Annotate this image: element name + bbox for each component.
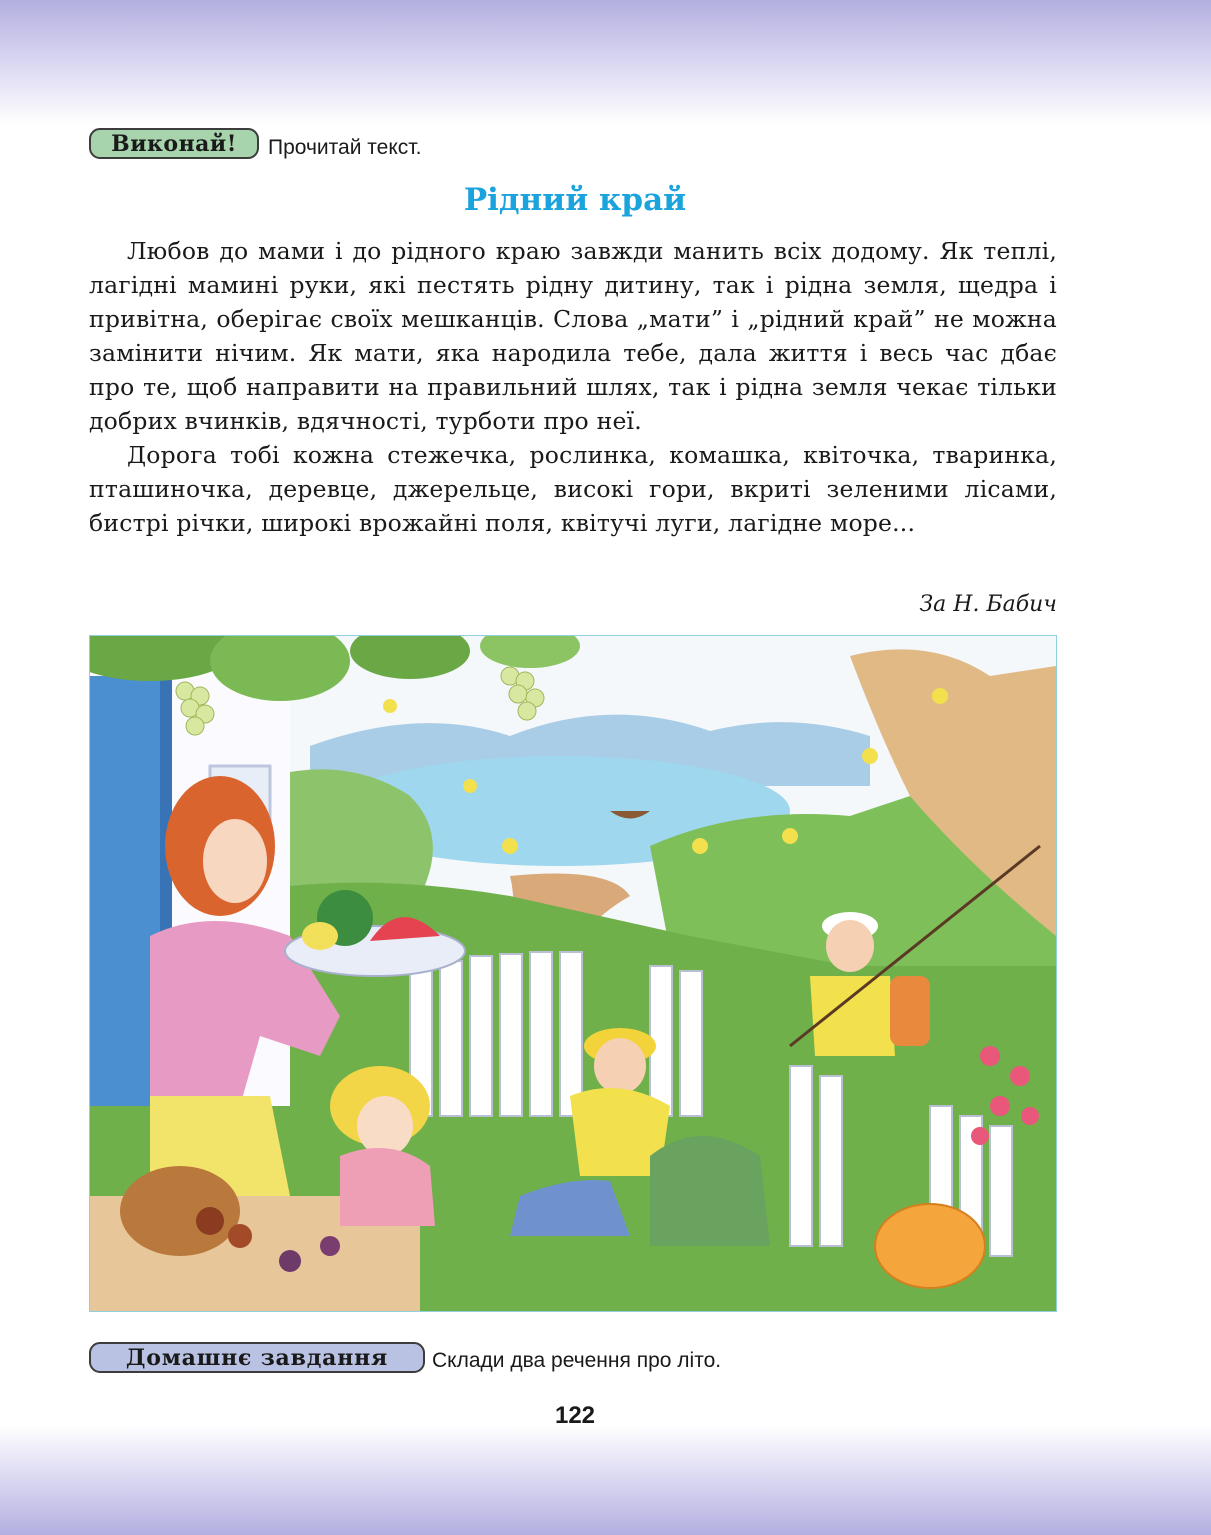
task-badge: Виконай! (89, 128, 259, 159)
page-number: 122 (554, 1402, 596, 1429)
summer-illustration (89, 635, 1057, 1312)
task-instruction: Прочитай текст. (268, 136, 422, 159)
top-decor-band (0, 0, 1211, 125)
reading-paragraph-1: Любов до мами і до рідного краю завжди манить всіх додому. Як теплі, лагідні мамині руки, які пестять рідну дитину, так і рідна земля, щедра і привітна, оберігає своїх мешканців. Слова „мати” і „рідний край” не можна замінити нічим. Як мати, яка народила тебе, дала життя і весь час дбає про те, щоб направити на правильний шлях, так і рідна земля чекає тільки добрих вчинків, вдячності, турботи про неї. (89, 237, 1057, 435)
text-author: За Н. Бабич (919, 592, 1057, 617)
homework-instruction: Склади два речення про літо. (432, 1349, 722, 1372)
reading-text (89, 234, 1057, 540)
illustration-drawing (90, 636, 1056, 1311)
reading-title: Рідний край (463, 182, 687, 218)
bottom-decor-band (0, 1425, 1211, 1535)
reading-paragraph-2: Дорога тобі кожна стежечка, рослинка, комашка, квіточка, тваринка, пташиночка, деревце, джерельце, високі гори, вкриті зеленими лісами, бистрі річки, широкі врожайні поля, квітучі луги, лагідне море... (89, 441, 1057, 537)
homework-badge: Домашнє завдання (89, 1342, 425, 1373)
